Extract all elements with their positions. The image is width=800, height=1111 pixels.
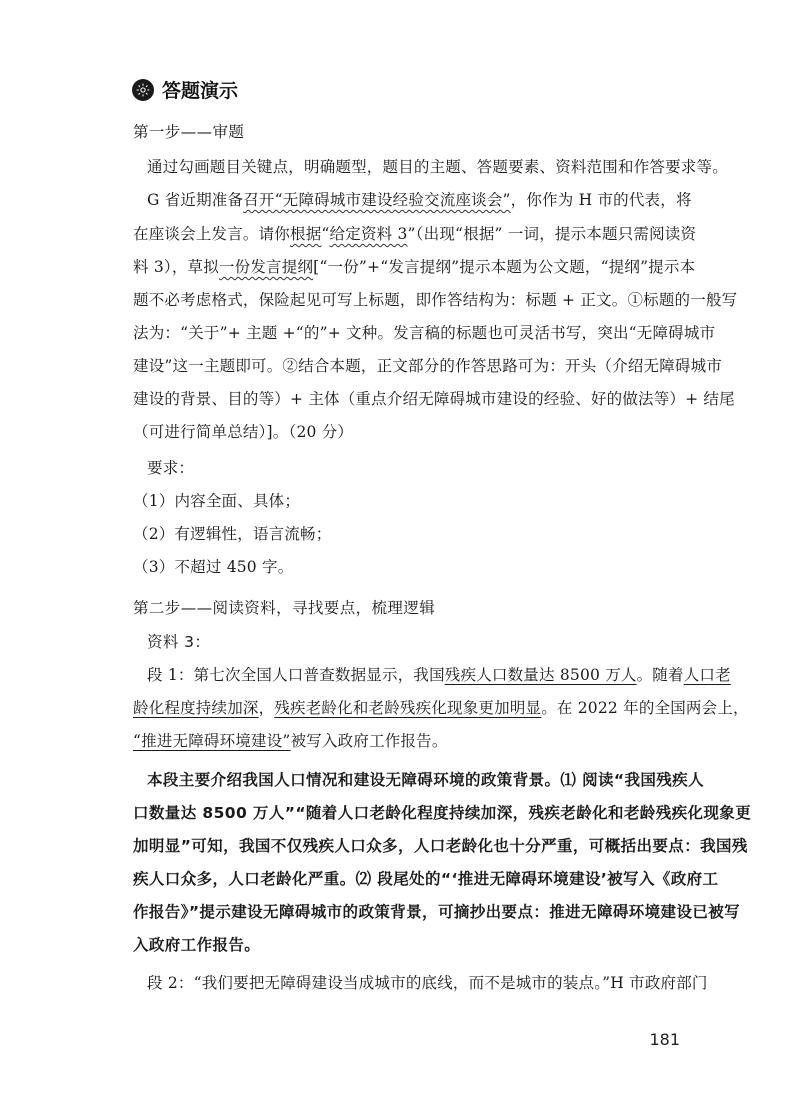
question-line-3: 料 3），草拟一份发言提纲[“一份”+“发言提纲”提示本题为公文题，“提纲”提示本 (133, 258, 696, 276)
keyword-policy: “推进无障碍环境建设” (133, 732, 291, 750)
keyword-material: 给定资料 3 (329, 225, 408, 243)
page-number: 181 (649, 1030, 680, 1049)
section-heading (132, 76, 238, 103)
keyword-meeting: 召开“无障碍城市建设经验交流座谈会” (243, 191, 511, 209)
analysis-line-2: 口数量达 8500 万人”“随着人口老龄化程度持续加深，残疾老龄化和老龄残疾化现象更 (133, 804, 752, 822)
question-line-2: 在座谈会上发言。请你根据“给定资料 3”（出现“根据” 一词，提示本题只需阅读资 (133, 225, 697, 243)
analysis-line-5: 作报告》”提示建设无障碍城市的政策背景，可摘抄出要点：推进无障碍环境建设已被写 (133, 903, 741, 921)
keyword-aging-a: 人口老 (683, 666, 731, 684)
requirement-item-3: （3）不超过 450 字。 (133, 558, 294, 576)
keyword-aging-disability: 残疾老龄化和老龄残疾化现象更加明显 (274, 699, 542, 717)
question-line-1: G 省近期准备召开“无障碍城市建设经验交流座谈会”，你作为 H 市的代表，将 (147, 191, 692, 209)
question-line-7: 建设的背景、目的等）+ 主体（重点介绍无障碍城市建设的经验、好的做法等）+ 结尾 (133, 390, 735, 408)
question-line-6: 建设”这一主题即可。②结合本题，正文部分的作答思路可为：开头（介绍无障碍城市 (133, 357, 723, 375)
requirement-item-1: （1）内容全面、具体； (133, 492, 301, 510)
material-para1-line-3: “推进无障碍环境建设”被写入政府工作报告。 (133, 732, 448, 750)
analysis-line-6: 入政府工作报告。 (133, 936, 261, 954)
question-line-4: 题不必考虑格式，保险起见可写上标题，即作答结构为：标题 + 正文。①标题的一般写 (133, 291, 738, 309)
step2-heading: 第二步——阅读资料，寻找要点，梳理逻辑 (133, 599, 436, 617)
keyword-basis: 根据 (290, 225, 322, 243)
analysis-line-1: 本段主要介绍我国人口情况和建设无障碍环境的政策背景。⑴ 阅读“我国残疾人 (147, 771, 704, 789)
material-para1-line-1: 段 1：第七次全国人口普查数据显示，我国残疾人口数量达 8500 万人。随着人口老 (147, 666, 731, 684)
keyword-aging-b: 龄化程度持续加深 (133, 699, 259, 717)
section-title: 答题演示 (162, 80, 239, 102)
material-para2-line-1: 段 2：“我们要把无障碍建设当成城市的底线，而不是城市的装点。”H 市政府部门 (147, 974, 708, 992)
requirement-item-2: （2）有逻辑性，语言流畅； (133, 525, 332, 543)
analysis-line-4: 疾人口众多，人口老龄化严重。⑵ 段尾处的“‘推进无障碍环境建设’被写入《政府工 (133, 870, 719, 888)
material-label: 资料 3： (147, 633, 211, 651)
requirements-label: 要求： (147, 459, 195, 477)
question-line-8: （可进行简单总结）]。（20 分） (133, 423, 354, 441)
step1-intro: 通过勾画题目关键点，明确题型，题目的主题、答题要素、资料范围和作答要求等。 (147, 158, 728, 176)
gear-icon (132, 79, 154, 101)
keyword-outline: 一份发言提纲 (218, 258, 314, 276)
step1-heading: 第一步——审题 (133, 123, 245, 141)
question-line-5: 法为：“关于”+ 主题 +“的”+ 文种。发言稿的标题也可灵活书写，突出“无障碍城市 (133, 324, 716, 342)
material-para1-line-2: 龄化程度持续加深，残疾老龄化和老龄残疾化现象更加明显。在 2022 年的全国两会上， (133, 699, 749, 717)
keyword-disabled-population: 残疾人口数量达 8500 万人 (444, 666, 637, 684)
analysis-line-3: 加明显”可知，我国不仅残疾人口众多，人口老龄化也十分严重，可概括出要点：我国残 (133, 837, 748, 855)
